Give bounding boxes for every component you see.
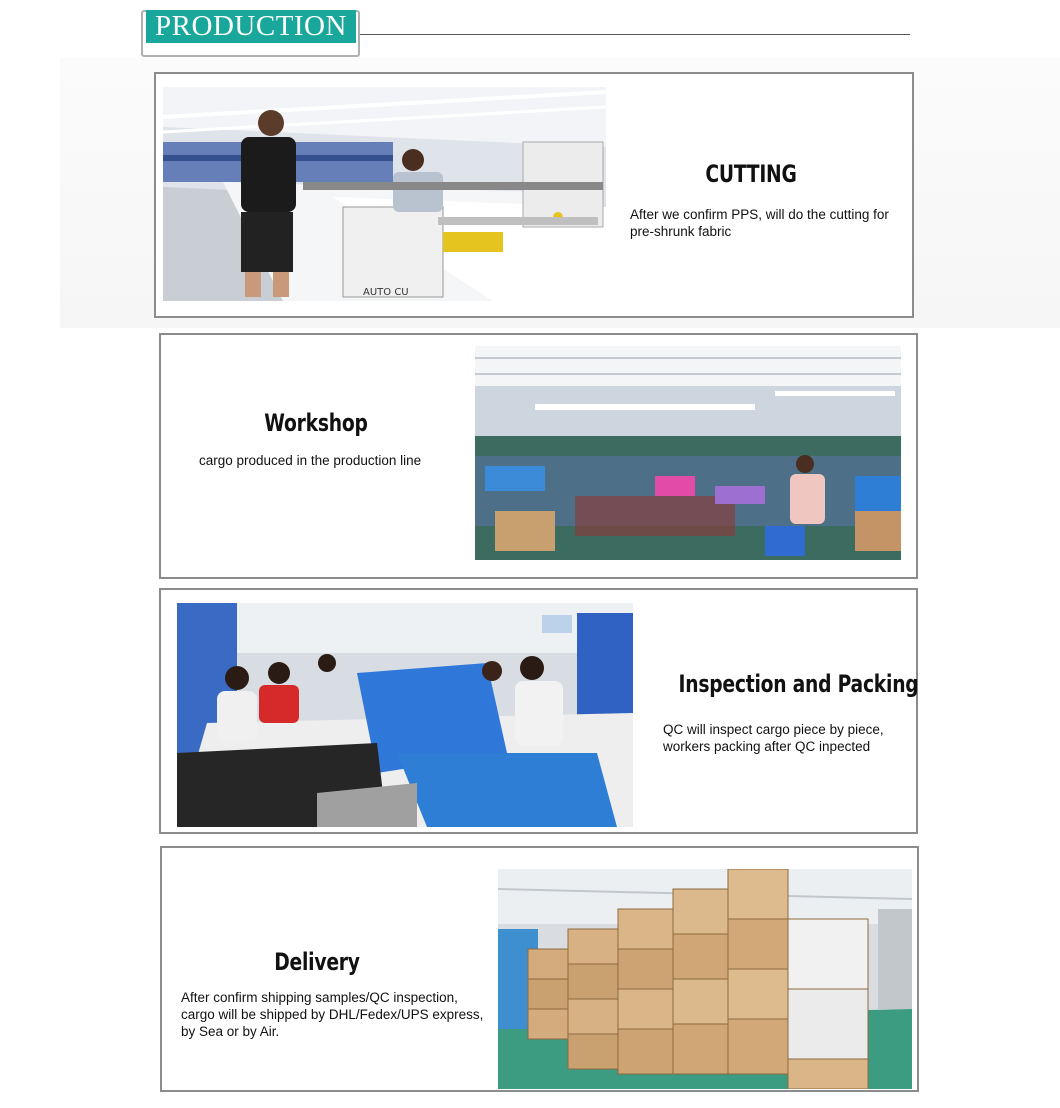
cutting-card <box>154 72 914 318</box>
workshop-title: Workshop <box>264 409 368 437</box>
section-title-badge: PRODUCTION <box>146 10 356 43</box>
workshop-card <box>159 333 918 579</box>
workshop-description: cargo produced in the production line <box>199 453 422 468</box>
inspection-card <box>159 588 918 834</box>
cutting-photo <box>163 87 606 301</box>
header-divider <box>360 34 910 35</box>
workshop-photo <box>475 346 901 560</box>
cutting-title: CUTTING <box>705 160 797 188</box>
delivery-description: After confirm shipping samples/QC inspection, cargo will be shipped by DHL/Fedex/UPS express, by Sea or by Air. <box>181 990 484 1039</box>
delivery-photo <box>498 869 912 1089</box>
delivery-card <box>160 846 919 1092</box>
delivery-title: Delivery <box>274 948 360 976</box>
inspection-description: QC will inspect cargo piece by piece, workers packing after QC inpected <box>663 722 884 754</box>
inspection-title: Inspection and Packing <box>678 670 919 698</box>
cutting-description: After we confirm PPS, will do the cutting for pre-shrunk fabric <box>630 207 889 239</box>
inspection-photo <box>177 603 633 827</box>
machine-label: AUTO CU <box>363 287 409 298</box>
